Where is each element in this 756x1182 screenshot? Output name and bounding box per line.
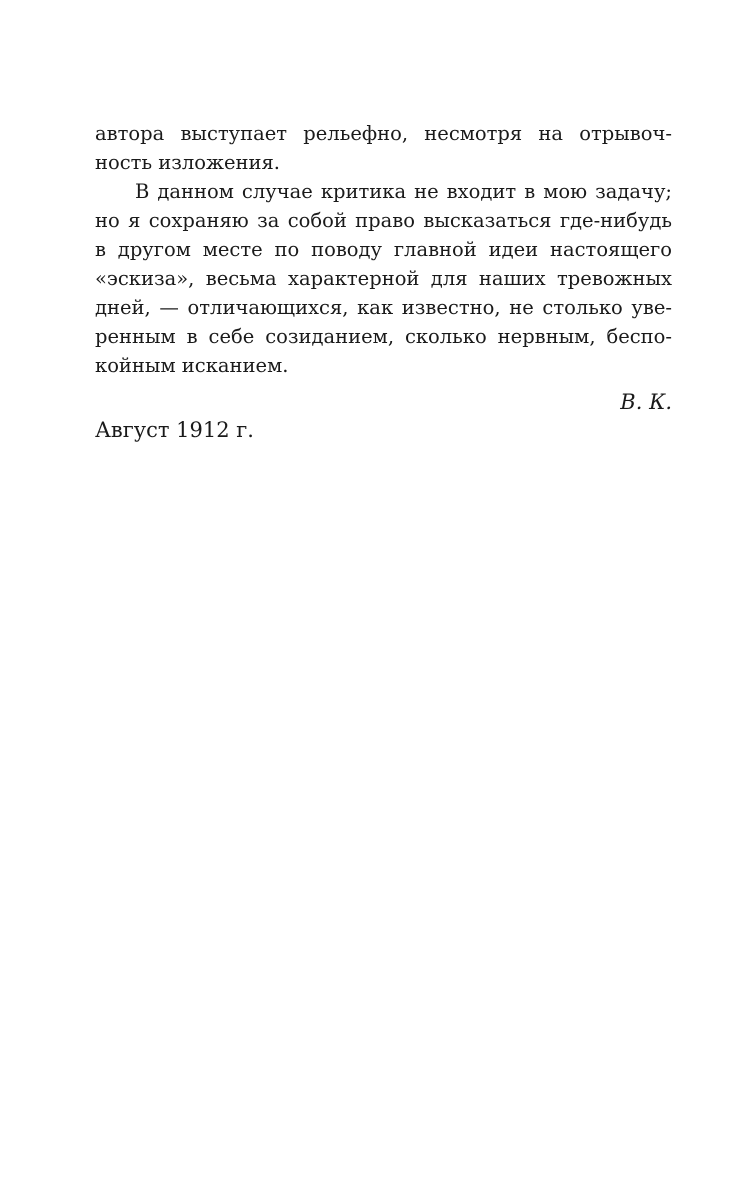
author-signature: В. К. <box>620 390 672 414</box>
text-line: автора выступает рельефно, несмотря на отрывоч- <box>95 122 672 145</box>
text-line: «эскиза», весьма характерной для наших тревожных <box>95 267 672 290</box>
text-line: ность изложения. <box>95 151 280 174</box>
paragraph-1 <box>95 119 672 177</box>
text-line: дней, — отличающихся, как известно, не столько уве- <box>95 296 672 319</box>
body-text <box>95 119 672 380</box>
text-line: но я сохраняю за собой право высказаться где-нибудь <box>95 209 672 232</box>
text-line: ренным в себе созиданием, сколько нервным, беспо- <box>95 325 672 348</box>
text-line: в другом месте по поводу главной идеи настоящего <box>95 238 672 261</box>
date-line: Август 1912 г. <box>95 418 254 442</box>
text-line: В данном случае критика не входит в мою задачу; <box>135 180 672 203</box>
paragraph-2 <box>95 177 672 380</box>
text-line: койным исканием. <box>95 354 289 377</box>
